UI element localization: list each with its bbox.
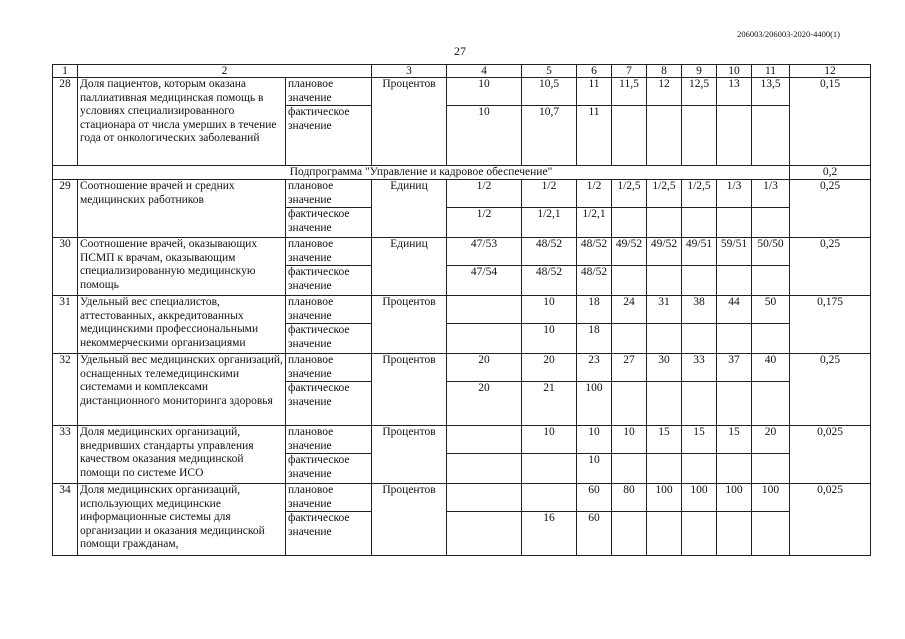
fact-value: 48/52 <box>577 266 612 296</box>
fact-value: 47/54 <box>447 266 522 296</box>
plan-value: 1/3 <box>752 180 790 208</box>
fact-label: фактическое значение <box>286 208 372 238</box>
column-header: 3 <box>372 65 447 78</box>
fact-value: 11 <box>577 106 612 166</box>
plan-value: 38 <box>682 296 717 324</box>
row-number: 33 <box>53 426 78 484</box>
table-row <box>53 484 871 512</box>
fact-value <box>647 208 682 238</box>
plan-value: 23 <box>577 354 612 382</box>
fact-value <box>647 382 682 426</box>
header-row <box>53 65 871 78</box>
weight: 0,15 <box>790 78 871 166</box>
plan-value: 15 <box>682 426 717 454</box>
weight: 0,25 <box>790 354 871 426</box>
plan-label: плановое значение <box>286 238 372 266</box>
plan-value <box>522 484 577 512</box>
table-row <box>53 180 871 208</box>
fact-value <box>647 454 682 484</box>
fact-value <box>612 266 647 296</box>
plan-value <box>447 484 522 512</box>
plan-value: 15 <box>647 426 682 454</box>
fact-value <box>682 208 717 238</box>
table-row <box>53 426 871 454</box>
fact-value <box>612 382 647 426</box>
plan-value: 12,5 <box>682 78 717 106</box>
fact-value: 10 <box>522 324 577 354</box>
fact-label: фактическое значение <box>286 512 372 556</box>
plan-value: 20 <box>752 426 790 454</box>
indicator-name: Доля медицинских организаций, внедривших стандарты управления качеством оказания медицинской помощи по системе ИСО <box>78 426 286 484</box>
plan-value: 60 <box>577 484 612 512</box>
fact-value: 1/2,1 <box>577 208 612 238</box>
row-number: 30 <box>53 238 78 296</box>
weight: 0,025 <box>790 484 871 556</box>
fact-value <box>717 208 752 238</box>
indicator-name: Доля пациентов, которым оказана паллиативная медицинская помощь в условиях специализированного стационара от числа умерших в течение года от онкологических заболеваний <box>78 78 286 166</box>
fact-value: 1/2 <box>447 208 522 238</box>
fact-value: 21 <box>522 382 577 426</box>
plan-value: 49/52 <box>612 238 647 266</box>
plan-value: 1/2,5 <box>647 180 682 208</box>
fact-label: фактическое значение <box>286 266 372 296</box>
fact-value <box>717 266 752 296</box>
plan-value: 37 <box>717 354 752 382</box>
plan-value <box>447 426 522 454</box>
unit: Процентов <box>372 484 447 556</box>
plan-value: 18 <box>577 296 612 324</box>
plan-value: 12 <box>647 78 682 106</box>
indicator-name: Соотношение врачей и средних медицинских работников <box>78 180 286 238</box>
fact-value <box>612 324 647 354</box>
plan-value: 47/53 <box>447 238 522 266</box>
row-number: 32 <box>53 354 78 426</box>
plan-value: 10 <box>522 426 577 454</box>
fact-value <box>682 382 717 426</box>
fact-value <box>752 106 790 166</box>
fact-value <box>612 454 647 484</box>
subprogram-row <box>53 166 871 180</box>
plan-value: 10 <box>522 296 577 324</box>
row-number: 34 <box>53 484 78 556</box>
fact-value: 16 <box>522 512 577 556</box>
plan-value: 100 <box>647 484 682 512</box>
row-number: 28 <box>53 78 78 166</box>
plan-value: 10 <box>577 426 612 454</box>
fact-value <box>447 512 522 556</box>
weight: 0,175 <box>790 296 871 354</box>
indicator-name: Удельный вес медицинских организаций, оснащенных телемедицинскими системами и комплексами дистанционного мониторинга здоровья <box>78 354 286 426</box>
page-number: 27 <box>454 44 466 58</box>
column-header: 1 <box>53 65 78 78</box>
weight: 0,25 <box>790 180 871 238</box>
plan-value: 20 <box>522 354 577 382</box>
plan-value: 48/52 <box>522 238 577 266</box>
plan-label: плановое значение <box>286 426 372 454</box>
column-header: 2 <box>78 65 372 78</box>
indicator-name: Удельный вес специалистов, аттестованных, аккредитованных медицинскими профессиональными некоммерческими организациями <box>78 296 286 354</box>
plan-value: 30 <box>647 354 682 382</box>
column-header: 12 <box>790 65 871 78</box>
fact-label: фактическое значение <box>286 106 372 166</box>
indicators-table <box>52 64 871 556</box>
plan-value: 15 <box>717 426 752 454</box>
fact-value <box>752 324 790 354</box>
fact-label: фактическое значение <box>286 324 372 354</box>
plan-value: 100 <box>682 484 717 512</box>
row-number: 31 <box>53 296 78 354</box>
plan-value: 40 <box>752 354 790 382</box>
plan-label: плановое значение <box>286 180 372 208</box>
fact-value: 1/2,1 <box>522 208 577 238</box>
row-number: 29 <box>53 180 78 238</box>
column-header: 4 <box>447 65 522 78</box>
fact-value: 10 <box>577 454 612 484</box>
plan-value: 1/2,5 <box>682 180 717 208</box>
fact-value <box>752 454 790 484</box>
plan-label: плановое значение <box>286 78 372 106</box>
unit: Процентов <box>372 354 447 426</box>
plan-value: 48/52 <box>577 238 612 266</box>
unit: Единиц <box>372 180 447 238</box>
fact-value <box>717 454 752 484</box>
fact-value <box>682 454 717 484</box>
plan-value: 100 <box>752 484 790 512</box>
fact-value <box>752 266 790 296</box>
fact-value <box>717 324 752 354</box>
column-header: 7 <box>612 65 647 78</box>
fact-value <box>447 454 522 484</box>
column-header: 6 <box>577 65 612 78</box>
fact-value: 20 <box>447 382 522 426</box>
fact-value: 100 <box>577 382 612 426</box>
fact-value: 60 <box>577 512 612 556</box>
plan-value: 11 <box>577 78 612 106</box>
plan-value: 44 <box>717 296 752 324</box>
fact-value <box>752 208 790 238</box>
plan-label: плановое значение <box>286 296 372 324</box>
plan-value: 11,5 <box>612 78 647 106</box>
plan-value: 10 <box>612 426 647 454</box>
document-number: 206003/206003-2020-4400(1) <box>737 29 840 39</box>
fact-value <box>752 512 790 556</box>
fact-value <box>612 512 647 556</box>
fact-value <box>647 324 682 354</box>
fact-value: 10,7 <box>522 106 577 166</box>
plan-value: 33 <box>682 354 717 382</box>
fact-value <box>717 106 752 166</box>
plan-value: 1/2,5 <box>612 180 647 208</box>
fact-value <box>682 266 717 296</box>
table-row <box>53 238 871 266</box>
fact-value <box>447 324 522 354</box>
fact-value: 18 <box>577 324 612 354</box>
fact-value <box>612 208 647 238</box>
fact-value <box>647 106 682 166</box>
plan-value: 80 <box>612 484 647 512</box>
fact-value <box>647 512 682 556</box>
plan-value: 59/51 <box>717 238 752 266</box>
fact-value: 48/52 <box>522 266 577 296</box>
fact-label: фактическое значение <box>286 382 372 426</box>
subprogram-weight: 0,2 <box>790 166 871 180</box>
plan-value: 50 <box>752 296 790 324</box>
unit: Процентов <box>372 426 447 484</box>
plan-value: 100 <box>717 484 752 512</box>
fact-value <box>647 266 682 296</box>
unit: Процентов <box>372 78 447 166</box>
plan-value: 13 <box>717 78 752 106</box>
fact-value <box>717 382 752 426</box>
plan-value: 1/2 <box>577 180 612 208</box>
column-header: 11 <box>752 65 790 78</box>
plan-value: 1/2 <box>447 180 522 208</box>
plan-value: 31 <box>647 296 682 324</box>
plan-value: 24 <box>612 296 647 324</box>
table-row <box>53 354 871 382</box>
indicator-name: Соотношение врачей, оказывающих ПСМП к врачам, оказывающим специализированную медицинскую помощь <box>78 238 286 296</box>
fact-value <box>717 512 752 556</box>
plan-value: 1/3 <box>717 180 752 208</box>
fact-value <box>682 106 717 166</box>
plan-value: 13,5 <box>752 78 790 106</box>
fact-label: фактическое значение <box>286 454 372 484</box>
plan-value: 49/51 <box>682 238 717 266</box>
plan-value: 10 <box>447 78 522 106</box>
plan-value: 49/52 <box>647 238 682 266</box>
column-header: 8 <box>647 65 682 78</box>
table-row <box>53 78 871 106</box>
fact-value <box>752 382 790 426</box>
unit: Процентов <box>372 296 447 354</box>
fact-value <box>612 106 647 166</box>
fact-value <box>682 512 717 556</box>
plan-value: 10,5 <box>522 78 577 106</box>
fact-value <box>682 324 717 354</box>
subprogram-title: Подпрограмма "Управление и кадровое обеспечение" <box>53 166 790 180</box>
plan-value: 50/50 <box>752 238 790 266</box>
fact-value: 10 <box>447 106 522 166</box>
fact-value <box>522 454 577 484</box>
column-header: 9 <box>682 65 717 78</box>
unit: Единиц <box>372 238 447 296</box>
table-row <box>53 296 871 324</box>
plan-value: 1/2 <box>522 180 577 208</box>
plan-value: 20 <box>447 354 522 382</box>
weight: 0,25 <box>790 238 871 296</box>
plan-label: плановое значение <box>286 484 372 512</box>
plan-value <box>447 296 522 324</box>
plan-label: плановое значение <box>286 354 372 382</box>
plan-value: 27 <box>612 354 647 382</box>
weight: 0,025 <box>790 426 871 484</box>
indicator-name: Доля медицинских организаций, использующих медицинские информационные системы для организации и оказания медицинской помощи гражданам, <box>78 484 286 556</box>
column-header: 5 <box>522 65 577 78</box>
column-header: 10 <box>717 65 752 78</box>
